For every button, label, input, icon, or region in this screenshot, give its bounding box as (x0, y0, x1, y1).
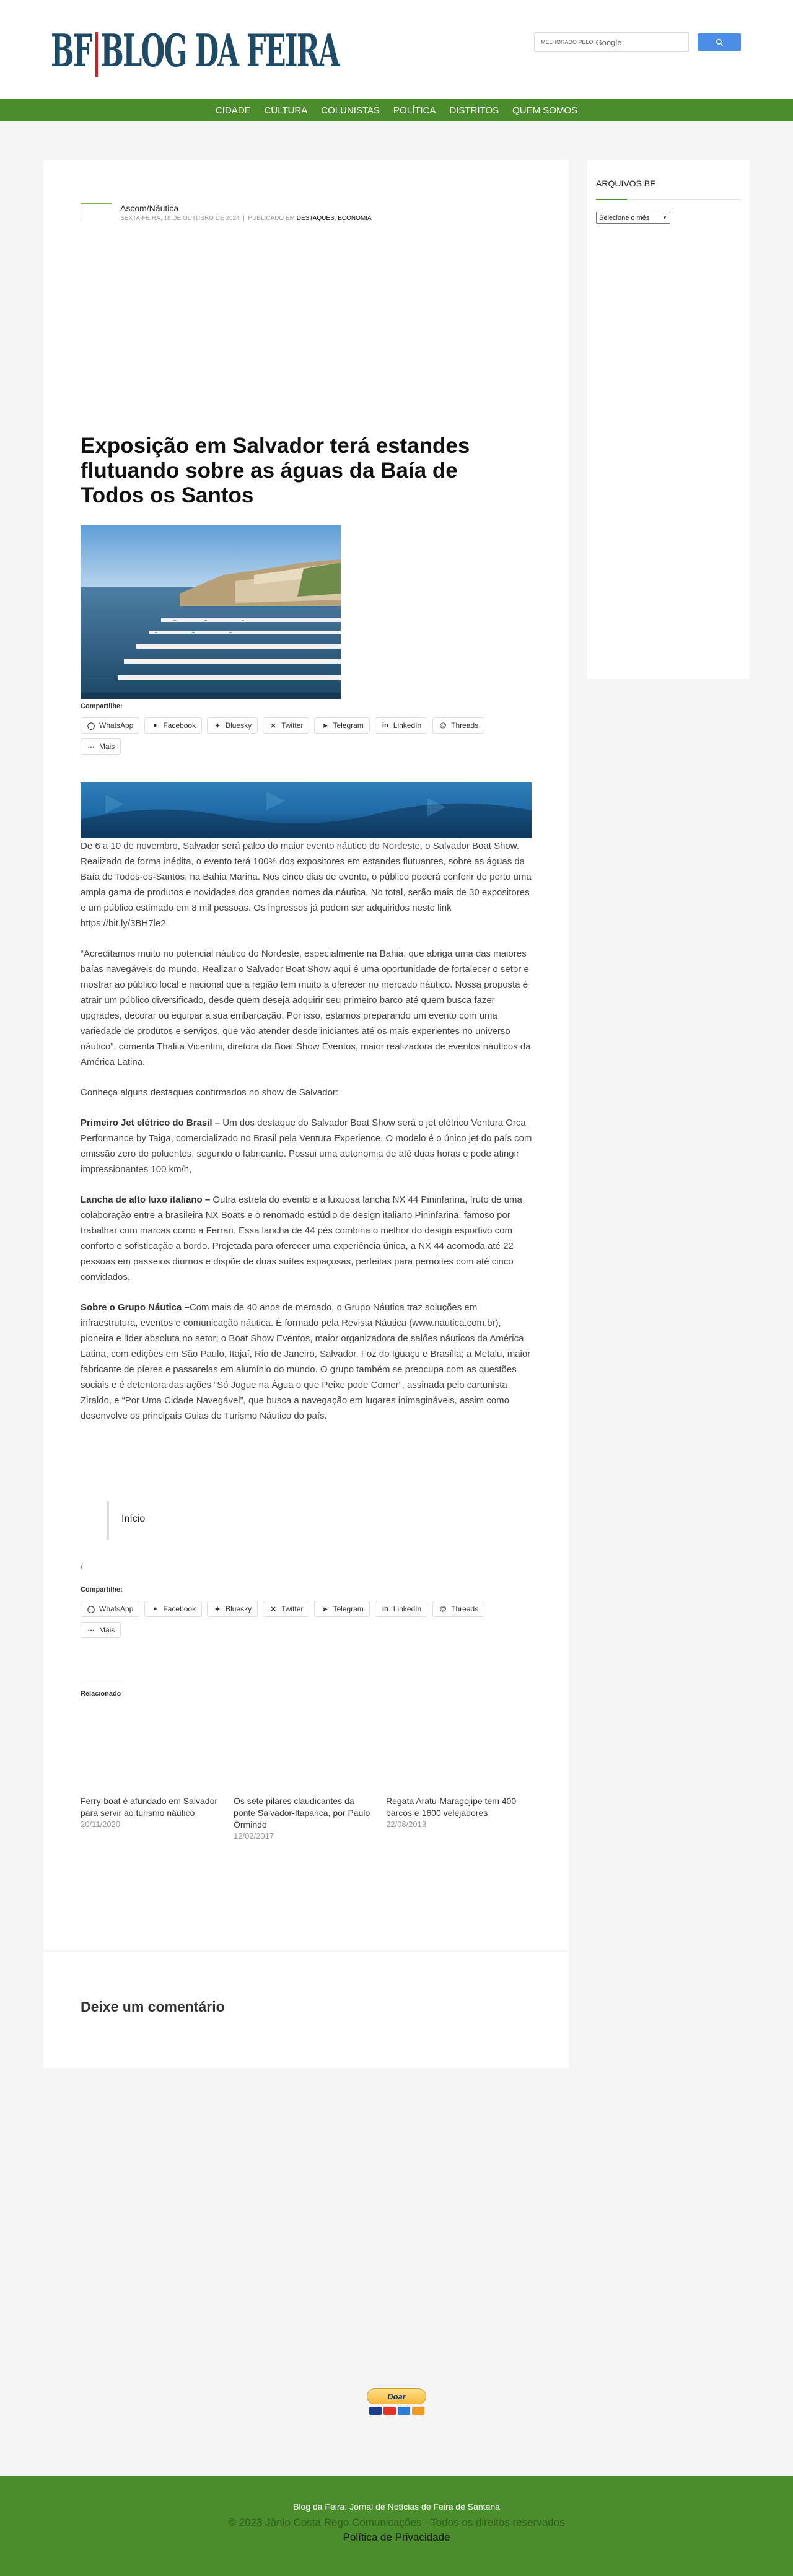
telegram-icon: ➤ (322, 1605, 328, 1613)
share-linkedin-button[interactable] (375, 717, 427, 734)
mastercard-icon (383, 2407, 396, 2415)
nav-item-cultura[interactable]: CULTURA (264, 105, 308, 116)
search-google-label: Google (595, 37, 622, 47)
share-whatsapp-label: WhatsApp (99, 721, 134, 730)
twitter-icon: ✕ (270, 722, 276, 730)
share-bluesky-button[interactable] (207, 717, 258, 734)
logo-initials: BF (51, 24, 92, 77)
paragraph-text: Um dos destaque do Salvador Boat Show será o jet elétrico Ventura Orca Performance by Taiga, comercializado no Brasil pela Ventura Experience. O modelo é o único jet do país com emissão zero de poluentes, segundo o fabricante. Possui uma autonomia de até duas horas e pode atingir impressionantes 100 km/h, (81, 1118, 532, 1175)
share-more-button[interactable] (81, 738, 121, 755)
comments-divider (43, 1950, 569, 1952)
share-whatsapp-button[interactable] (81, 1601, 139, 1617)
featured-image (81, 525, 341, 699)
related-post (234, 1795, 376, 1842)
share-whatsapp-button[interactable] (81, 717, 139, 734)
share-bluesky-label: Bluesky (226, 1605, 252, 1613)
widget-divider-accent (596, 199, 627, 200)
share-bar-bottom (81, 1601, 527, 1638)
site-header (0, 0, 793, 99)
nav-item-distritos[interactable]: DISTRITOS (449, 105, 499, 116)
paragraph-lead: Primeiro Jet elétrico do Brasil – (81, 1118, 221, 1128)
share-facebook-label: Facebook (163, 1605, 196, 1613)
post-date: SEXTA-FEIRA, 18 DE OUTUBRO DE 2024 (120, 215, 240, 222)
share-threads-label: Threads (451, 721, 479, 730)
paragraph: “Acreditamos muito no potencial náutico do Nordeste, especialmente na Bahia, que abriga uma das maiores baías navegáveis do mundo. Realizar o Salvador Boat Show aqui é uma oportunidade de fortalecer o setor e mostrar ao público local e nacional que a região tem muito a oferecer no mercado náutico. Nossa proposta é atrair um público diversificado, desde quem deseja adquirir seu primeiro barco até quem busca fazer upgrades, decorar ou equipar a sua embarcação. Por isso, estamos preparando um evento com uma variedade de produtos e serviços, que vão atender desde iniciantes até os mais experientes no universo náutico”, comenta Thalita Vicentini, diretora da Boat Show Eventos, maior realizadora de eventos náuticos da América Latina. (81, 948, 531, 1067)
site-logo[interactable] (51, 22, 515, 78)
logo-text[interactable] (51, 24, 339, 77)
share-linkedin-label: LinkedIn (393, 721, 422, 730)
threads-icon: @ (439, 1605, 447, 1613)
nav-item-colunistas[interactable]: COLUNISTAS (321, 105, 380, 116)
blockquote-bar (107, 1501, 109, 1540)
share-telegram-label: Telegram (333, 721, 364, 730)
visa-card-icon (369, 2407, 382, 2415)
share-whatsapp-label: WhatsApp (99, 1605, 134, 1613)
banner-graphic (81, 782, 532, 838)
amex-card-icon (398, 2407, 410, 2415)
post-meta (81, 203, 372, 222)
privacy-policy-link[interactable]: Política de Privacidade (343, 2531, 450, 2543)
share-more-label: Mais (99, 742, 115, 751)
paragraph-text: Com mais de 40 anos de mercado, o Grupo Náutica traz soluções em infraestrutura, eventos e comunicação náutica. É formado pela Revista Náutica (www.nautica.com.br), pioneira e líder absoluta no setor; o Boat Show Eventos, maior organizadora de salões náuticos da América Latina, com edições em São Paulo, Itajaí, Rio de Janeiro, Salvador, Foz do Iguaçu e Brasília; a Metalu, maior fabricante de píeres e passarelas em alumínio do mundo. O grupo também se preocupa com as questões sociais e é detentora das ações “Só Jogue na Água o que Peixe pode Comer”, assinada pelo cartunista Ziraldo, e “Por Uma Cidade Navegável”, que busca a navegação em lugares inimagináveis, assim como desenvolve os principais Guias de Turismo Náutico do país. (81, 1302, 531, 1421)
related-post (386, 1795, 528, 1830)
share-facebook-button[interactable] (144, 1601, 202, 1617)
search-input[interactable] (534, 32, 689, 52)
facebook-icon: ● (153, 722, 157, 729)
related-post-link[interactable]: Ferry-boat é afundado em Salvador para servir ao turismo náutico (81, 1796, 218, 1818)
paragraph (81, 1192, 533, 1285)
related-post (81, 1795, 223, 1830)
share-twitter-button[interactable] (263, 1601, 309, 1617)
published-in-label: PUBLICADO EM (248, 215, 295, 222)
more-icon: ⋯ (87, 1626, 95, 1634)
share-title-top: Compartilhe: (81, 703, 123, 710)
related-post-date: 22/08/2013 (386, 1820, 427, 1829)
share-linkedin-label: LinkedIn (393, 1605, 422, 1613)
share-facebook-button[interactable] (144, 717, 202, 734)
paragraph: Conheça alguns destaques confirmados no show de Salvador: (81, 1087, 339, 1098)
related-post-date: 12/02/2017 (234, 1831, 274, 1841)
logo-divider: | (91, 24, 101, 77)
footer-copyright: © 2023 Jânio Costa Rego Comunicações - Todos os direitos reservados (228, 2517, 565, 2528)
search-icon (716, 38, 724, 46)
archive-widget-title: ARQUIVOS BF (596, 178, 655, 188)
bluesky-icon: ✦ (214, 1605, 221, 1613)
nav-item-cidade[interactable]: CIDADE (215, 105, 251, 116)
paragraph (81, 1300, 533, 1424)
twitter-icon: ✕ (270, 1605, 276, 1613)
bluesky-icon: ✦ (214, 722, 221, 730)
paragraph: De 6 a 10 de novembro, Salvador será palco do maior evento náutico do Nordeste, o Salvador Boat Show. Realizado de forma inédita, o evento terá 100% dos expositores em estandes flutuantes, sobre as águas da Baía de Todos-os-Santos, na Bahia Marina. Nos cinco dias de evento, o público poderá conferir de perto uma ampla gama de produtos e novidades dos grandes nomes da náutica. No total, serão mais de 30 expositores e um público estimado em 8 mil pessoas. Os ingressos já podem ser adquiridos neste link https://bit.ly/3BH7le2 (81, 841, 532, 929)
share-telegram-button[interactable] (314, 1601, 369, 1617)
paragraph-text: Outra estrela do evento é a luxuosa lancha NX 44 Pininfarina, fruto de uma colaboração entre a brasileira NX Boats e o renomado estúdio de design italiano Pininfarina, famoso por trabalhar com marcas como a Ferrari. Essa lancha de 44 pés combina o melhor do design esportivo com conforto e sofisticação a bordo. Projetada para oferecer uma experiência única, a NX 44 acomoda até 22 pessoas em passeios diurnos e dispõe de duas suítes espaçosas, perfeitas para pernoites com até cinco convidados. (81, 1194, 522, 1282)
share-twitter-label: Twitter (281, 721, 304, 730)
share-threads-button[interactable] (432, 717, 484, 734)
share-threads-label: Threads (451, 1605, 479, 1613)
related-post-date: 20/11/2020 (81, 1820, 121, 1829)
discover-card-icon (412, 2407, 424, 2415)
article-panel (43, 160, 569, 2068)
post-title: Exposição em Salvador terá estandes flutuando sobre as águas da Baía de Todos os Santos (81, 434, 470, 507)
search-button[interactable] (698, 33, 741, 51)
marina-photo (81, 525, 341, 699)
share-bluesky-button[interactable] (207, 1601, 258, 1617)
whatsapp-icon: ◯ (87, 722, 95, 730)
category-link-economia[interactable]: ECONOMIA (338, 215, 372, 222)
related-title: Relacionado (81, 1690, 121, 1698)
sidebar (587, 160, 750, 679)
related-post-link[interactable]: Regata Aratu-Maragojipe tem 400 barcos e 1600 velejadores (386, 1796, 517, 1818)
share-telegram-button[interactable] (314, 717, 369, 734)
main-nav (0, 99, 793, 121)
post-author[interactable]: Ascom/Náutica (120, 203, 179, 213)
blockquote-link[interactable]: Início (121, 1514, 146, 1524)
share-bluesky-label: Bluesky (226, 721, 252, 730)
logo-name: BLOG DA FEIRA (100, 24, 339, 77)
more-icon: ⋯ (87, 743, 95, 751)
footer-tagline: Blog da Feira: Jornal de Notícias de Feira de Santana (293, 2502, 500, 2512)
comment-heading: Deixe um comentário (81, 1999, 225, 2015)
archive-month-select[interactable] (596, 212, 670, 224)
share-facebook-label: Facebook (163, 721, 196, 730)
archive-select-value: Selecione o mês (599, 214, 650, 222)
paragraph (81, 1115, 533, 1177)
share-threads-button[interactable] (432, 1601, 484, 1617)
threads-icon: @ (439, 722, 447, 729)
related-post-link[interactable]: Os sete pilares claudicantes da ponte Salvador-Itaparica, por Paulo Ormindo (234, 1796, 370, 1829)
linkedin-icon: in (382, 722, 388, 729)
search-enhanced-label: MELHORADO PELO (541, 39, 594, 45)
share-more-button[interactable] (81, 1622, 121, 1638)
slash-text: / (81, 1562, 83, 1571)
whatsapp-icon: ◯ (87, 1605, 95, 1613)
nav-item-politica[interactable]: POLÍTICA (393, 105, 436, 116)
meta-separator: | (243, 215, 245, 222)
share-linkedin-button[interactable] (375, 1601, 427, 1617)
share-telegram-label: Telegram (333, 1605, 364, 1613)
share-more-label: Mais (99, 1626, 115, 1634)
share-bar-top (81, 717, 527, 755)
site-footer (0, 2476, 793, 2576)
category-link-destaques[interactable]: DESTAQUES (296, 215, 335, 222)
paypal-donate (367, 2388, 426, 2415)
facebook-icon: ● (153, 1605, 157, 1613)
donate-button[interactable]: Doar (367, 2388, 426, 2404)
avatar[interactable] (81, 203, 112, 222)
post-date-line (120, 215, 372, 222)
nav-item-quem-somos[interactable]: QUEM SOMOS (512, 105, 578, 116)
category-separator: , (334, 215, 336, 222)
paragraph-lead: Sobre o Grupo Náutica – (81, 1302, 190, 1313)
linkedin-icon: in (382, 1605, 388, 1613)
share-twitter-button[interactable] (263, 717, 309, 734)
ad-banner[interactable] (81, 782, 532, 838)
share-twitter-label: Twitter (281, 1605, 304, 1613)
telegram-icon: ➤ (322, 722, 328, 730)
chevron-down-icon: ▼ (662, 215, 667, 221)
share-title-bottom: Compartilhe: (81, 1586, 123, 1593)
paragraph-lead: Lancha de alto luxo italiano – (81, 1194, 211, 1205)
payment-cards (367, 2407, 426, 2415)
article-body (81, 838, 533, 1439)
